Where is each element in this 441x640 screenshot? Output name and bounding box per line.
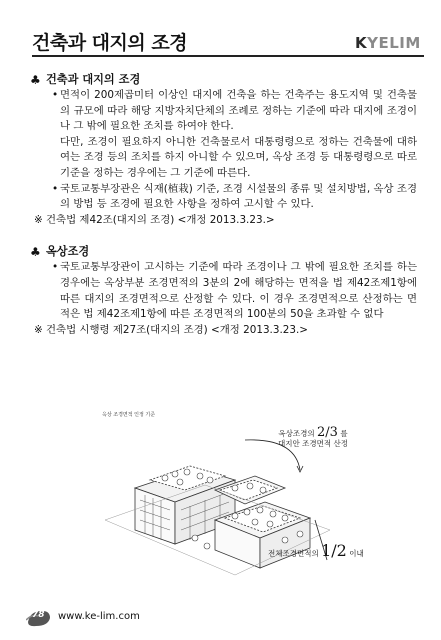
fraction-two-thirds: 2/3 [317, 425, 338, 440]
note-text: 건축법 제42조(대지의 조경) <개정 2013.3.23.> [46, 213, 275, 226]
brand-logo [355, 34, 421, 52]
rooftop-ratio-callout [278, 425, 348, 449]
total-ratio-callout [268, 541, 364, 560]
header-divider [32, 55, 424, 57]
paragraph-bullet-3 [52, 260, 417, 322]
dot-bullet-icon: • [52, 89, 59, 101]
paragraph-text: 국토교통부장관은 식재(植栽) 기준, 조경 시설물의 종류 및 설치방법, 옥상 조경의 방법 등 조경에 필요한 사항을 정하여 고시할 수 있다. [60, 182, 417, 211]
page-header [0, 0, 441, 62]
dot-bullet-icon: • [52, 182, 59, 195]
club-bullet-icon: ♣ [30, 245, 41, 260]
paragraph-text: 다만, 조경이 필요하지 아니한 건축물로서 대통령령으로 정하는 건축물에 대하여는 조경 등의 조치를 하지 아니할 수 있으며, 옥상 조경 등 대통령령으로 따로 기준을 정하는 경우에는 그 기준에 따른다. [60, 135, 417, 179]
page-number: 78 [32, 610, 45, 620]
section-heading-text: 옥상조경 [46, 245, 90, 259]
callout-text: 이내 [349, 549, 364, 558]
club-bullet-icon: ♣ [30, 73, 41, 87]
paragraph-text: 국토교통부장관이 고시하는 기준에 따라 조경이나 그 밖에 필요한 조치를 하는 경우에는 옥상부분 조경면적의 3분의 2에 해당하는 면적을 법 제42조제1항에 따른 대지의 조경면적으로 산정할 수 있다. 이 경우 조경면적으로 산정하는 면적은 법 제42조제1항에 따른 조경면적의 100분의 50을 초과할 수 없다 [60, 261, 417, 321]
page-body [30, 72, 424, 338]
logo-text: YELIM [367, 34, 421, 52]
paragraph-bullet-1 [52, 88, 417, 135]
paragraph-text: 면적이 200제곱미터 이상인 대지에 건축을 하는 건축주는 용도지역 및 건축물의 규모에 따라 해당 지방자치단체의 조례로 정하는 기준에 따라 대지에 조경이나 그 밖에 필요한 조치를 하여야 한다. [60, 89, 417, 133]
law-reference-note [34, 323, 424, 339]
law-reference-note [34, 213, 424, 229]
callout-text: 를 [340, 429, 348, 438]
dot-bullet-icon: • [52, 261, 59, 274]
reference-mark-icon: ※ [34, 323, 43, 336]
fraction-one-half: 1/2 [321, 541, 347, 560]
page-title: 건축과 대지의 조경 [32, 32, 188, 54]
paragraph-bullet-2 [52, 182, 417, 213]
section-heading-landscaping [30, 72, 424, 88]
callout-text: 대지안 조경면적 산정 [278, 439, 348, 448]
note-text: 건축법 시행령 제27조(대지의 조경) <개정 2013.3.23.> [46, 323, 308, 336]
figure-caption: 옥상 조경면적 인정 기준 [102, 412, 156, 418]
reference-mark-icon: ※ [34, 213, 43, 226]
logo-letter: K [355, 34, 368, 52]
callout-text: 전체조경면적의 [268, 549, 319, 558]
website-url[interactable]: www.ke-lim.com [58, 611, 140, 622]
callout-text: 옥상조경의 [278, 429, 315, 438]
section-heading-rooftop [30, 244, 424, 260]
paragraph-bullet-1-continued [60, 135, 417, 182]
page-footer [0, 600, 441, 640]
section-heading-text: 건축과 대지의 조경 [46, 73, 141, 86]
